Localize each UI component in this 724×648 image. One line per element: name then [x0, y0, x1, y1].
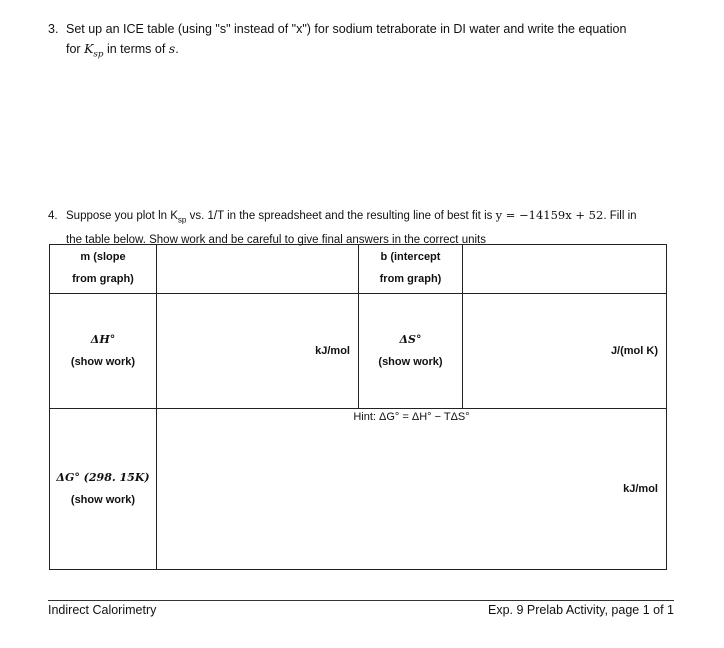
- slope-answer-cell[interactable]: [157, 245, 359, 294]
- slope-label-line2: from graph): [72, 273, 134, 285]
- question-3-line-2: [48, 39, 698, 65]
- gibbs-symbol: ΔG° (298. 15K): [56, 471, 150, 484]
- q3-for: for: [66, 42, 85, 56]
- q4-text-mid: vs. 1/T in the spreadsheet and the resulting line of best fit is: [186, 210, 496, 222]
- question-3: [48, 20, 698, 65]
- s-variable: s: [168, 41, 176, 56]
- entropy-symbol: ΔS°: [399, 333, 422, 346]
- entropy-label-cell: [359, 294, 463, 409]
- entropy-show-work: (show work): [378, 356, 443, 368]
- slope-label-line1: m (slope: [80, 251, 126, 263]
- enthalpy-symbol: ΔH°: [90, 333, 116, 346]
- q3-period: .: [175, 42, 179, 56]
- entropy-unit: J/(mol K): [610, 345, 658, 357]
- gibbs-label-cell: [50, 409, 157, 570]
- ksp-sub: sp: [93, 49, 104, 60]
- footer-title: Indirect Calorimetry: [48, 603, 157, 617]
- ksp-k: K: [84, 41, 94, 56]
- gibbs-show-work: (show work): [70, 494, 136, 506]
- gibbs-hint: Hint: ΔG° = ΔH° − TΔS°: [353, 411, 470, 423]
- footer-divider: [48, 600, 674, 601]
- answer-table: [49, 244, 667, 570]
- best-fit-equation: y = −14159x + 52: [495, 208, 604, 222]
- enthalpy-show-work: (show work): [70, 356, 136, 368]
- intercept-label-cell: [359, 245, 463, 294]
- question-3-text: Set up an ICE table (using "s" instead of "x") for sodium tetraborate in DI water and write the equation: [66, 22, 627, 36]
- enthalpy-answer-cell[interactable]: [157, 294, 359, 409]
- intercept-label-line2: from graph): [379, 273, 442, 285]
- question-4-line-2: the table below. Show work and be careful to give final answers in the correct units: [66, 234, 486, 247]
- gibbs-answer-cell[interactable]: [157, 409, 667, 570]
- enthalpy-unit: kJ/mol: [315, 345, 350, 357]
- ksp-symbol: [84, 41, 104, 60]
- enthalpy-label-cell: [50, 294, 157, 409]
- q4-ksp-sub: sp: [177, 215, 187, 225]
- table-row-enthalpy-entropy: [50, 294, 667, 409]
- question-4-line-1: [48, 205, 698, 230]
- slope-label-cell: [50, 245, 157, 294]
- q4-text-end: . Fill in: [603, 210, 637, 222]
- question-3-line-1: [48, 20, 698, 39]
- gibbs-unit: kJ/mol: [623, 483, 658, 495]
- table-row-slope-intercept: [50, 245, 667, 294]
- q4-text-start: Suppose you plot ln K: [66, 210, 178, 222]
- q3-in-terms: in terms of: [103, 42, 169, 56]
- intercept-label-line1: b (intercept: [380, 251, 441, 263]
- entropy-answer-cell[interactable]: [463, 294, 667, 409]
- intercept-answer-cell[interactable]: [463, 245, 667, 294]
- question-3-number: 3.: [48, 22, 59, 36]
- table-row-gibbs: [50, 409, 667, 570]
- footer-page-info: Exp. 9 Prelab Activity, page 1 of 1: [488, 603, 674, 617]
- question-4-number: 4.: [48, 210, 58, 222]
